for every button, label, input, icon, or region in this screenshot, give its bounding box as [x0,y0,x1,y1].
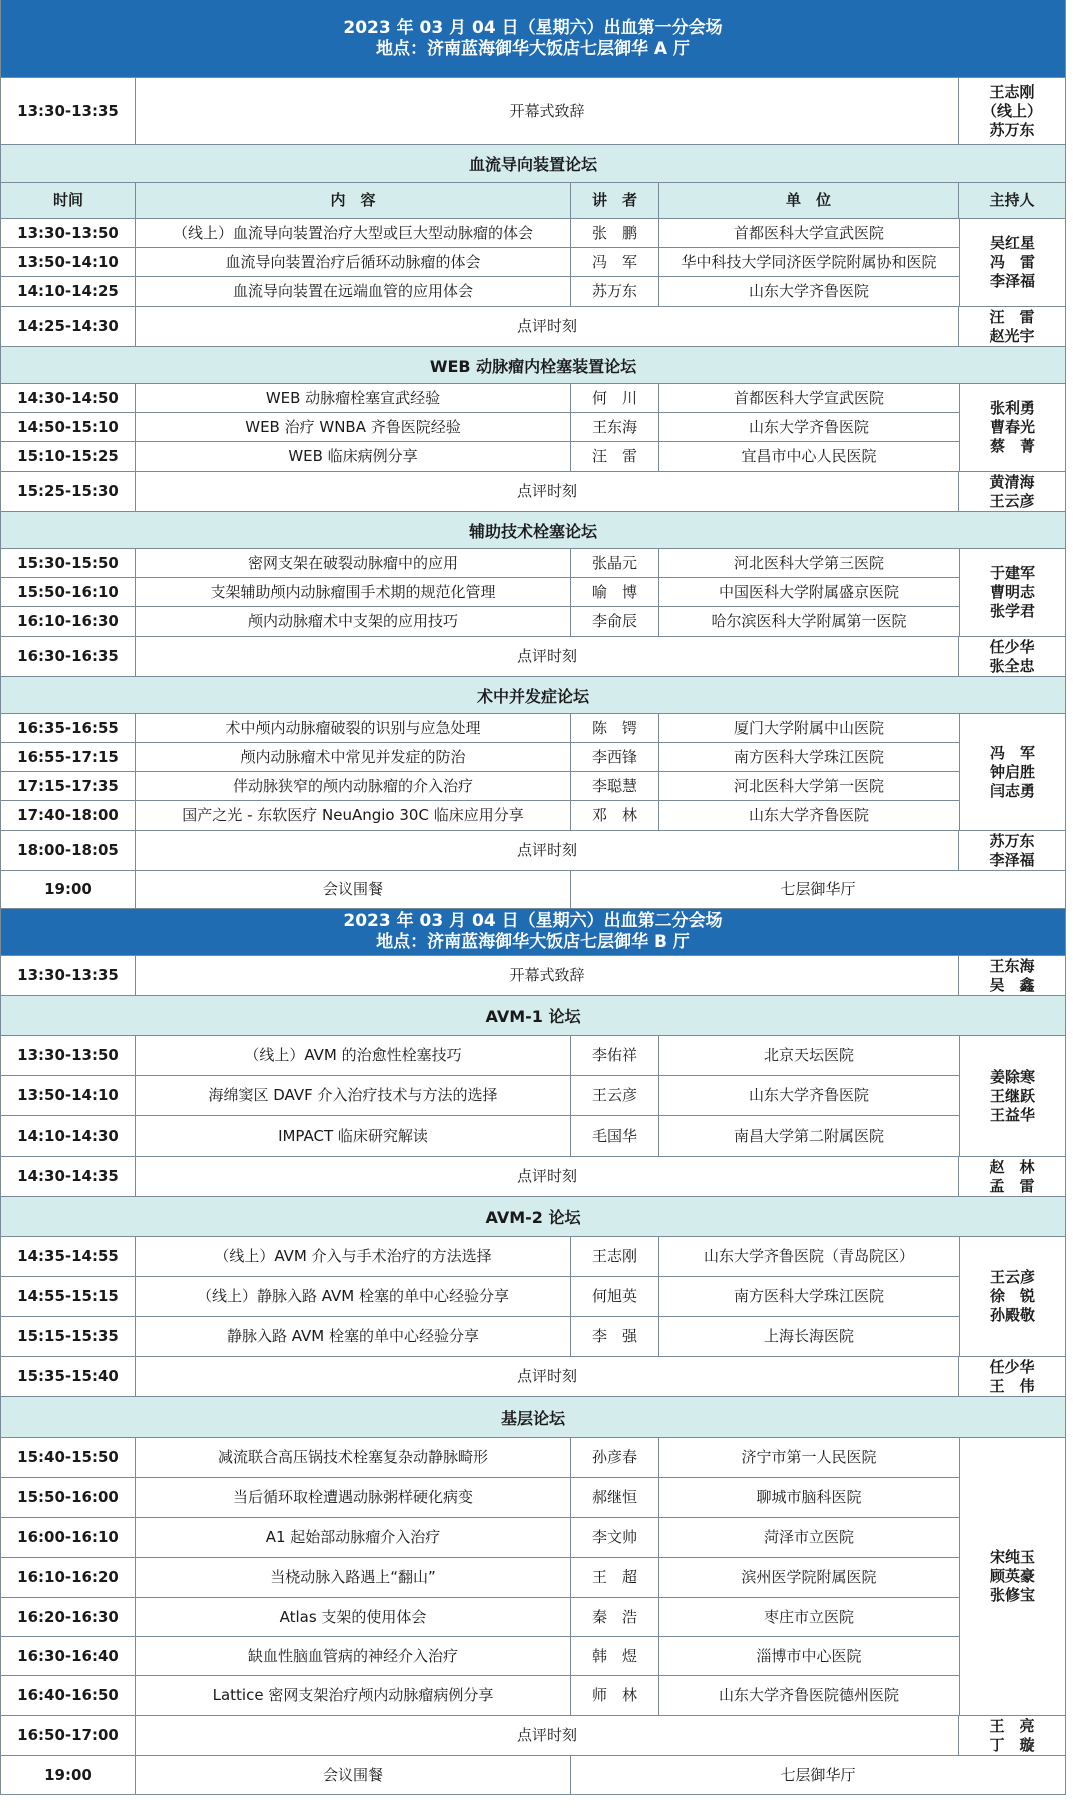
time-cell: 14:30-14:35 [1,1157,136,1196]
host-name: 吴红星 [989,234,1035,252]
time-cell: 15:25-15:30 [1,472,136,511]
time-cell: 15:50-16:00 [1,1478,136,1517]
time-cell: 15:15-15:35 [1,1317,136,1356]
speaker-cell: 李俞辰 [571,607,659,636]
speaker-cell: 李文帅 [571,1518,659,1557]
table-row [1,1237,959,1277]
unit-cell: 上海长海医院 [763,1327,854,1345]
host-name: 曹春光 [989,418,1035,436]
session-1-header [1,0,1065,78]
review-text: 点评时刻 [136,831,959,870]
table-row [1,549,959,578]
topic-cell: 静脉入路 AVM 栓塞的单中心经验分享 [136,1317,571,1356]
table-row [1,578,959,607]
topic-cell: 当后循环取栓遭遇动脉粥样硬化病变 [136,1478,571,1517]
review-text: 点评时刻 [136,1716,959,1755]
speaker-cell: 王东海 [571,413,659,441]
speaker-cell: 王云彦 [571,1076,659,1115]
review-row [1,472,1065,512]
unit-cell: 淄博市中心医院 [756,1646,862,1665]
forum-talks [1,1237,1065,1357]
topic-cell: A1 起始部动脉瘤介入治疗 [136,1518,571,1557]
topic-cell: （线上）血流导向装置治疗大型或巨大型动脉瘤的体会 [136,219,571,247]
forum-title: 术中并发症论坛 [1,677,1065,714]
speaker-cell: 张晶元 [571,549,659,577]
speaker-cell: 张 鹏 [571,219,659,247]
session-2-title: 2023 年 03 月 04 日（星期六）出血第二分会场 [343,911,723,931]
time-cell: 16:00-16:10 [1,1518,136,1557]
speaker-cell: 李西锋 [571,743,659,771]
unit-cell: 菏泽市立医院 [763,1528,854,1546]
host-name: 宋纯玉 [989,1548,1035,1566]
host-name: 李泽福 [989,272,1035,290]
time-cell: 16:10-16:20 [1,1558,136,1597]
host-name: 张学君 [989,602,1035,620]
session-2-header [1,909,1065,956]
unit-cell: 南方医科大学珠江医院 [733,747,884,766]
host-name: 王 伟 [989,1376,1035,1395]
unit-cell: 聊城市脑科医院 [756,1488,862,1506]
host-cell [960,1036,1065,1156]
review-row [1,1716,1065,1756]
dinner-text: 会议围餐 [136,1756,571,1794]
host-name: 丁 璇 [989,1735,1035,1754]
table-row [1,219,959,248]
host-name: 徐 锐 [989,1287,1035,1305]
speaker-cell: 李佑祥 [571,1036,659,1075]
host-cell [960,1237,1065,1356]
host-name: 王云彦 [989,1268,1035,1286]
host-cell [960,549,1065,636]
host-cell [959,78,1065,144]
speaker-cell: 何旭英 [571,1277,659,1316]
unit-cell: 中国医科大学附属盛京医院 [718,582,899,601]
topic-cell: 颅内动脉瘤术中支架的应用技巧 [136,607,571,636]
review-row [1,637,1065,677]
host-cell [959,307,1065,346]
host-name: 王东海 [989,956,1035,975]
host-cell [959,1357,1065,1396]
host-name: 赵光宇 [989,326,1035,345]
host-name: 王 亮 [989,1716,1035,1735]
unit-cell: 河北医科大学第一医院 [733,776,884,795]
host-name: （线上） [981,101,1042,120]
review-text: 点评时刻 [136,307,959,346]
unit-cell: 山东大学齐鲁医院（青岛院区） [703,1247,914,1265]
review-row [1,1357,1065,1397]
time-cell: 16:30-16:35 [1,637,136,676]
host-name: 孟 雷 [989,1176,1035,1195]
table-row [1,442,959,471]
topic-cell: 血流导向装置在远端血管的应用体会 [136,277,571,306]
time-cell: 19:00 [1,1756,136,1794]
forum-talks [1,384,1065,472]
review-text: 点评时刻 [136,1357,959,1396]
speaker-cell: 李 强 [571,1317,659,1356]
topic-cell: WEB 治疗 WNBA 齐鲁医院经验 [136,413,571,441]
session-2-venue: 地点：济南蓝海御华大饭店七层御华 B 厅 [376,932,690,952]
speaker-cell: 王 超 [571,1558,659,1597]
forum-title: WEB 动脉瘤内栓塞装置论坛 [1,347,1065,384]
time-cell: 14:35-14:55 [1,1237,136,1276]
time-cell: 16:30-16:40 [1,1637,136,1675]
unit-cell: 山东大学齐鲁医院德州医院 [718,1686,899,1704]
host-name: 苏万东 [989,831,1035,850]
speaker-cell: 韩 煜 [571,1637,659,1675]
topic-cell: （线上）静脉入路 AVM 栓塞的单中心经验分享 [136,1277,571,1316]
header-host: 主持人 [989,191,1035,209]
speaker-cell: 何 川 [571,384,659,412]
topic-cell: 当桡动脉入路遇上“翻山” [136,1558,571,1597]
time-cell: 13:50-14:10 [1,248,136,276]
table-row [1,1518,959,1558]
topic-cell: （线上）AVM 介入与手术治疗的方法选择 [136,1237,571,1276]
table-row [1,413,959,442]
time-cell: 13:30-13:35 [1,956,136,995]
unit-cell: 山东大学齐鲁医院 [748,282,869,300]
unit-cell: 厦门大学附属中山医院 [733,718,884,737]
host-name: 张全忠 [989,656,1035,675]
time-cell: 15:30-15:50 [1,549,136,577]
host-cell [959,1716,1065,1755]
topic-cell: 颅内动脉瘤术中常见并发症的防治 [136,743,571,771]
host-name: 吴 鑫 [989,975,1035,994]
forum-talks [1,1036,1065,1157]
host-name: 于建军 [989,564,1035,582]
speaker-cell: 冯 军 [571,248,659,276]
table-row [1,1558,959,1598]
dinner-row [1,871,1065,909]
table-row [1,1438,959,1478]
topic-cell: 减流联合高压锅技术栓塞复杂动静脉畸形 [136,1438,571,1477]
speaker-cell: 汪 雷 [571,442,659,471]
speaker-cell: 毛国华 [571,1116,659,1156]
speaker-cell: 孙彦春 [571,1438,659,1477]
forum-title: 基层论坛 [1,1397,1065,1438]
speaker-cell: 师 林 [571,1676,659,1715]
table-row [1,743,959,772]
table-row [1,607,959,636]
unit-cell: 北京天坛医院 [763,1046,854,1064]
table-row [1,384,959,413]
time-cell: 19:00 [1,871,136,908]
topic-cell: 国产之光 - 东软医疗 NeuAngio 30C 临床应用分享 [136,801,571,830]
forum-talks [1,219,1065,307]
host-name: 任少华 [989,1357,1035,1376]
table-row [1,1076,959,1116]
unit-cell: 滨州医学院附属医院 [741,1568,877,1586]
time-cell: 14:55-15:15 [1,1277,136,1316]
table-row [1,1277,959,1317]
time-cell: 14:10-14:30 [1,1116,136,1156]
host-name: 黄清海 [989,472,1035,491]
host-name: 冯 雷 [989,253,1035,271]
time-cell: 15:10-15:25 [1,442,136,471]
speaker-cell: 苏万东 [571,277,659,306]
topic-cell: IMPACT 临床研究解读 [136,1116,571,1156]
topic-cell: WEB 临床病例分享 [136,442,571,471]
host-cell [960,714,1065,830]
table-row [1,801,959,830]
time-cell: 16:50-17:00 [1,1716,136,1755]
host-name: 冯 军 [989,743,1035,762]
forum-title: AVM-1 论坛 [1,996,1065,1036]
review-row [1,831,1065,871]
time-cell: 18:00-18:05 [1,831,136,870]
time-cell: 16:10-16:30 [1,607,136,636]
unit-cell: 济宁市第一人民医院 [741,1448,877,1466]
table-row [1,1116,959,1156]
speaker-cell: 王志刚 [571,1237,659,1276]
host-name: 曹明志 [989,583,1035,601]
host-name: 姜除寒 [989,1067,1035,1086]
topic-cell: （线上）AVM 的治愈性栓塞技巧 [136,1036,571,1075]
header-unit: 单 位 [659,183,959,218]
unit-cell: 宜昌市中心人民医院 [741,447,877,465]
review-text: 点评时刻 [136,637,959,676]
opening-text: 开幕式致辞 [136,78,959,144]
host-name: 任少华 [989,637,1035,656]
unit-cell: 枣庄市立医院 [763,1607,854,1626]
time-cell: 16:20-16:30 [1,1598,136,1636]
host-name: 李泽福 [989,850,1035,869]
time-cell: 16:35-16:55 [1,714,136,742]
forum-title: AVM-2 论坛 [1,1197,1065,1237]
topic-cell: Lattice 密网支架治疗颅内动脉瘤病例分享 [136,1676,571,1715]
speaker-cell: 陈 锷 [571,714,659,742]
header-time: 时间 [1,183,136,218]
forum-talks [1,1438,1065,1716]
unit-cell: 南方医科大学珠江医院 [733,1287,884,1305]
topic-cell: WEB 动脉瘤栓塞宣武经验 [136,384,571,412]
host-name: 王志刚 [989,82,1035,101]
opening-row [1,78,1065,145]
host-name: 王益华 [989,1105,1035,1124]
dinner-text: 会议围餐 [136,871,571,908]
opening-row [1,956,1065,996]
topic-cell: 海绵窦区 DAVF 介入治疗技术与方法的选择 [136,1076,571,1115]
forum-title: 血流导向装置论坛 [1,145,1065,183]
unit-cell: 华中科技大学同济医学院附属协和医院 [681,252,937,271]
host-cell [959,1157,1065,1196]
table-row [1,1317,959,1356]
host-name: 蔡 菁 [989,437,1035,455]
time-cell: 13:30-13:35 [1,78,136,144]
host-name: 孙殿敬 [989,1306,1035,1324]
table-row [1,1036,959,1076]
table-row [1,1676,959,1715]
dinner-row [1,1756,1065,1795]
time-cell: 13:30-13:50 [1,1036,136,1075]
forum-talks [1,549,1065,637]
unit-cell: 哈尔滨医科大学附属第一医院 [711,612,907,630]
time-cell: 15:40-15:50 [1,1438,136,1477]
topic-cell: 支架辅助颅内动脉瘤围手术期的规范化管理 [136,578,571,606]
review-text: 点评时刻 [136,1157,959,1196]
host-name: 赵 林 [989,1157,1035,1176]
speaker-cell: 喻 博 [571,578,659,606]
time-cell: 14:25-14:30 [1,307,136,346]
forum-talks [1,714,1065,831]
unit-cell: 山东大学齐鲁医院 [748,806,869,824]
forum-title: 辅助技术栓塞论坛 [1,512,1065,549]
host-name: 钟启胜 [989,762,1035,781]
table-row [1,1478,959,1518]
time-cell: 13:30-13:50 [1,219,136,247]
table-row [1,714,959,743]
topic-cell: 血流导向装置治疗后循环动脉瘤的体会 [136,248,571,276]
table-row [1,248,959,277]
time-cell: 16:40-16:50 [1,1676,136,1715]
topic-cell: 伴动脉狭窄的颅内动脉瘤的介入治疗 [136,772,571,800]
host-cell [959,831,1065,870]
host-cell [959,637,1065,676]
session-1-title: 2023 年 03 月 04 日（星期六）出血第一分会场 [343,17,723,38]
header-speaker: 讲 者 [571,183,659,218]
time-cell: 15:50-16:10 [1,578,136,606]
topic-cell: 术中颅内动脉瘤破裂的识别与应急处理 [136,714,571,742]
unit-cell: 河北医科大学第三医院 [733,553,884,572]
unit-cell: 首都医科大学宣武医院 [733,223,884,242]
time-cell: 14:30-14:50 [1,384,136,412]
unit-cell: 山东大学齐鲁医院 [748,1086,869,1104]
time-cell: 14:50-15:10 [1,413,136,441]
host-cell [959,956,1065,995]
host-name: 苏万东 [989,120,1035,139]
review-row [1,307,1065,347]
table-row [1,772,959,801]
header-topic: 内 容 [136,183,571,218]
host-cell [960,219,1065,306]
dinner-place: 七层御华厅 [780,880,856,898]
host-name: 张修宝 [989,1586,1035,1604]
topic-cell: 缺血性脑血管病的神经介入治疗 [136,1637,571,1675]
session-1-venue: 地点：济南蓝海御华大饭店七层御华 A 厅 [376,38,690,59]
topic-cell: 密网支架在破裂动脉瘤中的应用 [136,549,571,577]
speaker-cell: 郝继恒 [571,1478,659,1517]
host-name: 张利勇 [989,399,1035,417]
speaker-cell: 李聪慧 [571,772,659,800]
unit-cell: 南昌大学第二附属医院 [733,1126,884,1145]
table-row [1,277,959,306]
dinner-place: 七层御华厅 [780,1765,856,1784]
host-cell [959,472,1065,511]
table-header [1,183,1065,219]
time-cell: 16:55-17:15 [1,743,136,771]
host-name: 闫志勇 [989,781,1035,800]
host-name: 王继跃 [989,1086,1035,1105]
time-cell: 17:40-18:00 [1,801,136,830]
host-cell [960,384,1065,471]
time-cell: 13:50-14:10 [1,1076,136,1115]
host-name: 王云彦 [989,491,1035,510]
opening-text: 开幕式致辞 [136,956,959,995]
review-text: 点评时刻 [136,472,959,511]
table-row [1,1598,959,1637]
host-cell [960,1438,1065,1715]
review-row [1,1157,1065,1197]
topic-cell: Atlas 支架的使用体会 [136,1598,571,1636]
host-name: 顾英豪 [989,1567,1035,1585]
time-cell: 17:15-17:35 [1,772,136,800]
time-cell: 15:35-15:40 [1,1357,136,1396]
speaker-cell: 秦 浩 [571,1598,659,1636]
speaker-cell: 邓 林 [571,801,659,830]
table-row [1,1637,959,1676]
host-name: 汪 雷 [989,307,1035,326]
unit-cell: 山东大学齐鲁医院 [748,417,869,436]
time-cell: 14:10-14:25 [1,277,136,306]
unit-cell: 首都医科大学宣武医院 [733,388,884,407]
